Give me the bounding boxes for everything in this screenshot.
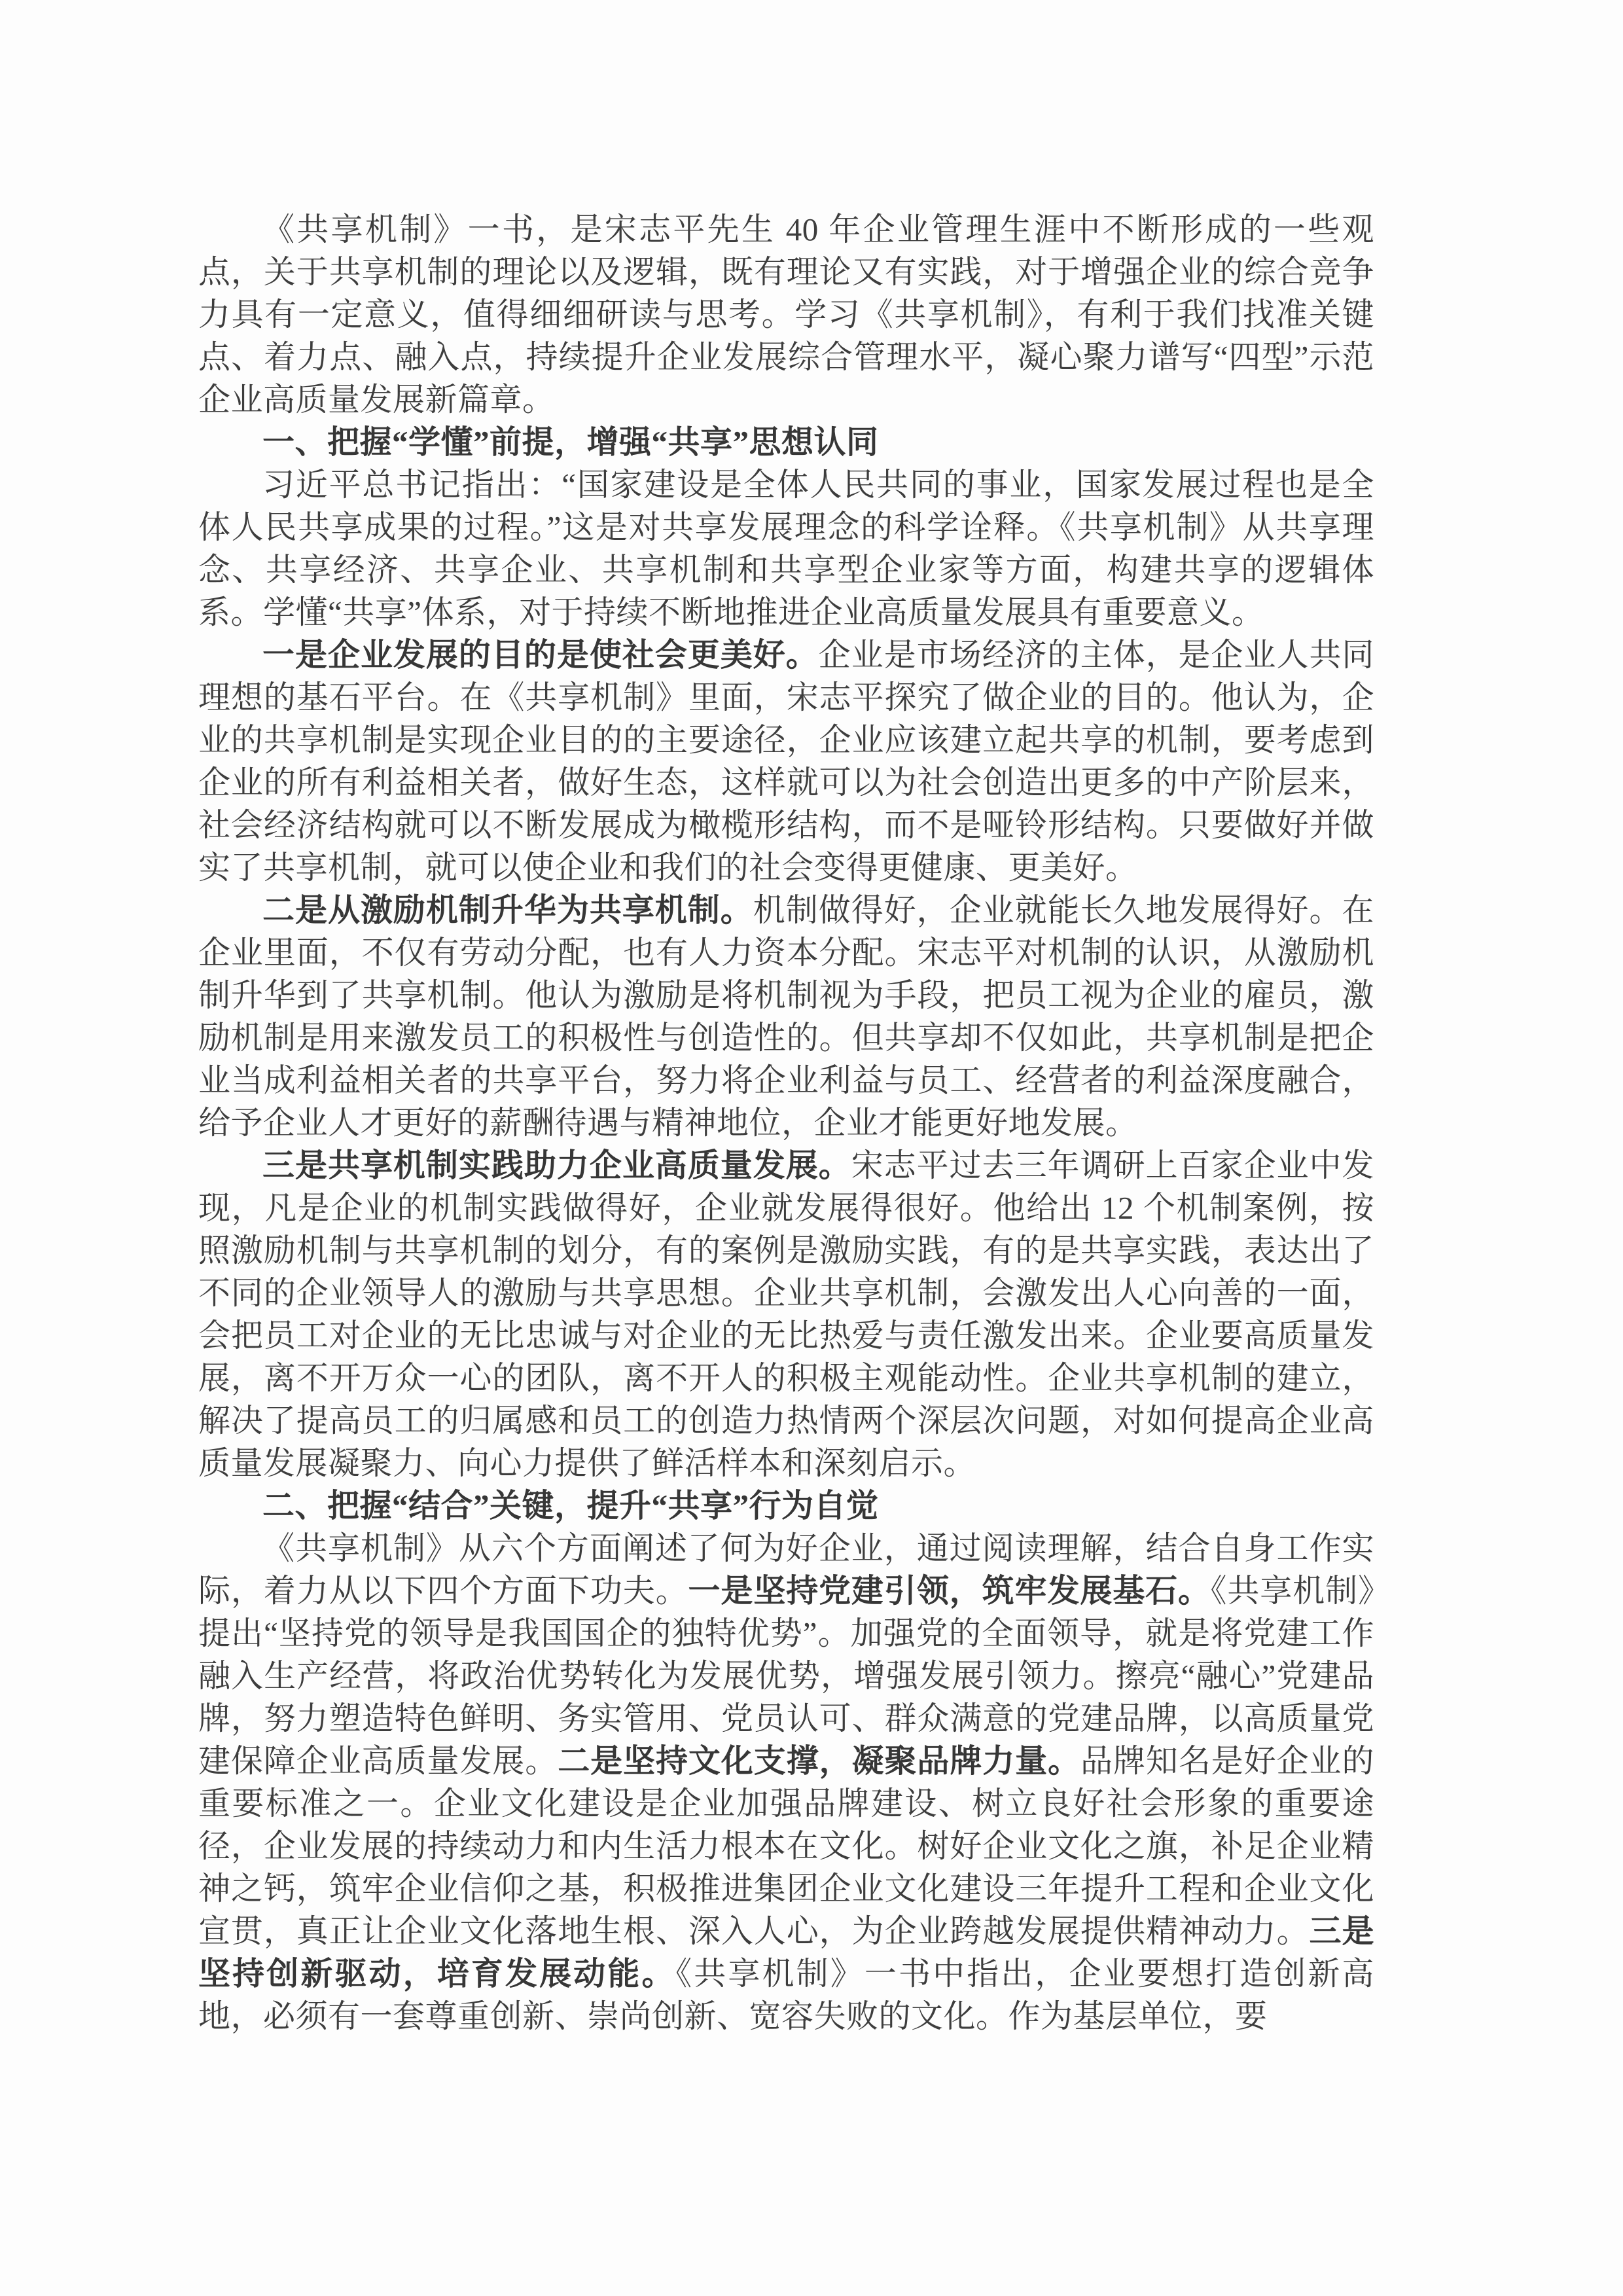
text-run: 品牌知名是好企业的重要标准之一。企业文化建设是企业加强品牌建设、树立良好社会形象的重要途径，企业发展的持续动力和内生活力根本在文化。树好企业文化之旗，补足企业精神之钙，筑牢企业信仰之基，积极推进集团企业文化建设三年提升工程和企业文化宣贯，真正让企业文化落地生根、深入人心，为企业跨越发展提供精神动力。	[198, 1743, 1374, 1949]
paragraph	[198, 208, 1374, 421]
text-run: 习近平总书记指出：“国家建设是全体人民共同的事业，国家发展过程也是全体人民共享成果的过程。”这是对共享发展理念的科学诠释。《共享机制》从共享理念、共享经济、共享企业、共享机制和共享型企业家等方面，构建共享的逻辑体系。学懂“共享”体系，对于持续不断地推进企业高质量发展具有重要意义。	[198, 467, 1374, 630]
text-run: 《共享机制》提出“坚持党的领导是我国国企的独特优势”。加强党的全面领导，就是将党建工作融入生产经营，将政治优势转化为发展优势，增强发展引领力。擦亮“融心”党建品牌，努力塑造特色鲜明、务实管用、党员认可、群众满意的党建品牌，以高质量党建保障企业高质量发展。	[198, 1573, 1374, 1779]
bold-text-run: 二是从激励机制升华为共享机制。	[262, 892, 753, 928]
bold-text-run: 一、把握“学懂”前提，增强“共享”思想认同	[262, 424, 879, 460]
paragraph	[198, 1144, 1374, 1484]
document-body	[198, 208, 1374, 2037]
text-run: 《共享机制》一书中指出，企业要想打造创新高地，必须有一套尊重创新、崇尚创新、宽容失败的文化。作为基层单位，要	[198, 1956, 1374, 2034]
bold-text-run: 三是坚持创新驱动，培育发展动能。	[198, 1913, 1374, 1992]
text-run: 机制做得好，企业就能长久地发展得好。在企业里面，不仅有劳动分配，也有人力资本分配。宋志平对机制的认识，从激励机制升华到了共享机制。他认为激励是将机制视为手段，把员工视为企业的雇员，激励机制是用来激发员工的积极性与创造性的。但共享却不仅如此，共享机制是把企业当成利益相关者的共享平台，努力将企业利益与员工、经营者的利益深度融合，给予企业人才更好的薪酬待遇与精神地位，企业才能更好地发展。	[198, 892, 1374, 1141]
text-run: 企业是市场经济的主体，是企业人共同理想的基石平台。在《共享机制》里面，宋志平探究了做企业的目的。他认为，企业的共享机制是实现企业目的的主要途径，企业应该建立起共享的机制，要考虑到企业的所有利益相关者，做好生态，这样就可以为社会创造出更多的中产阶层来，社会经济结构就可以不断发展成为橄榄形结构，而不是哑铃形结构。只要做好并做实了共享机制，就可以使企业和我们的社会变得更健康、更美好。	[198, 637, 1374, 886]
text-run: 《共享机制》从六个方面阐述了何为好企业，通过阅读理解，结合自身工作实际，着力从以下四个方面下功夫。	[198, 1530, 1374, 1609]
section-heading	[198, 1484, 1374, 1527]
bold-text-run: 二、把握“结合”关键，提升“共享”行为自觉	[262, 1488, 879, 1524]
bold-text-run: 一是企业发展的目的是使社会更美好。	[262, 637, 819, 673]
paragraph	[198, 1527, 1374, 2037]
bold-text-run: 三是共享机制实践助力企业高质量发展。	[262, 1147, 851, 1183]
paragraph	[198, 463, 1374, 634]
section-heading	[198, 421, 1374, 463]
bold-text-run: 二是坚持文化支撑，凝聚品牌力量。	[558, 1743, 1081, 1779]
paragraph	[198, 634, 1374, 889]
text-run: 《共享机制》一书，是宋志平先生 40 年企业管理生涯中不断形成的一些观点，关于共享机制的理论以及逻辑，既有理论又有实践，对于增强企业的综合竞争力具有一定意义，值得细细研读与思考。学习《共享机制》，有利于我们找准关键点、着力点、融入点，持续提升企业发展综合管理水平，凝心聚力谱写“四型”示范企业高质量发展新篇章。	[198, 211, 1374, 418]
paragraph	[198, 889, 1374, 1144]
text-run: 宋志平过去三年调研上百家企业中发现，凡是企业的机制实践做得好，企业就发展得很好。他给出 12 个机制案例，按照激励机制与共享机制的划分，有的案例是激励实践，有的是共享实践，表达出了不同的企业领导人的激励与共享思想。企业共享机制，会激发出人心向善的一面，会把员工对企业的无比忠诚与对企业的无比热爱与责任激发出来。企业要高质量发展，离不开万众一心的团队，离不开人的积极主观能动性。企业共享机制的建立，解决了提高员工的归属感和员工的创造力热情两个深层次问题，对如何提高企业高质量发展凝聚力、向心力提供了鲜活样本和深刻启示。	[198, 1147, 1374, 1481]
bold-text-run: 一是坚持党建引领，筑牢发展基石。	[688, 1573, 1211, 1609]
